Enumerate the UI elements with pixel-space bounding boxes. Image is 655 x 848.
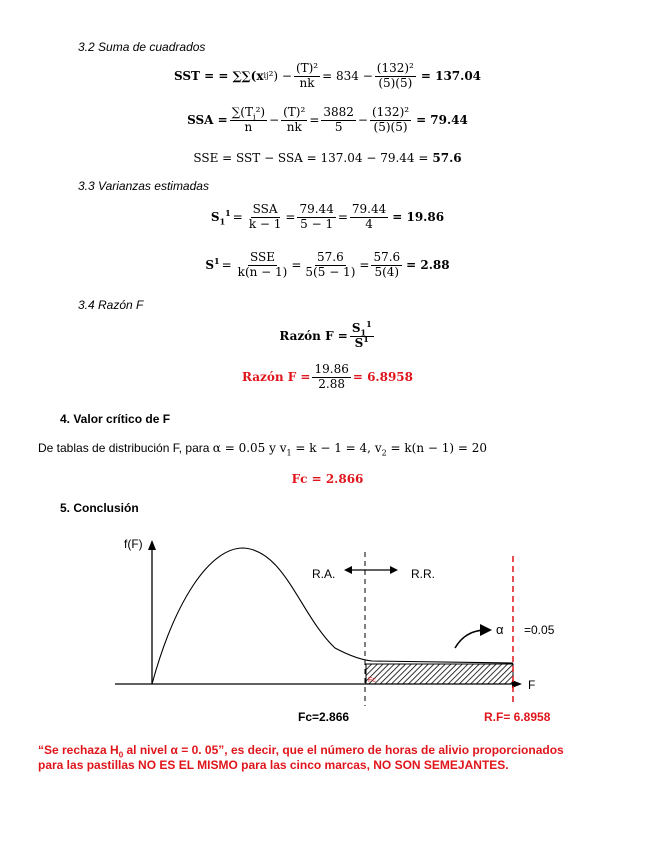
s1-lhs: $S_1^1$	[210, 208, 231, 227]
fc-small-label: Fc	[368, 677, 376, 684]
rr-label: R.R.	[411, 567, 435, 581]
sse-text: SSE = SST − SSA = 137.04 − 79.44 =	[193, 151, 429, 165]
s2-lhs: $S^1$	[205, 256, 220, 273]
ssa-frac4: $\frac{\text{(132)²}}{(5)(5)}$	[371, 105, 410, 134]
s2-frac1: $\frac{\text{SSE}}{k(n - 1)}$	[237, 250, 288, 279]
section-5-title: 5. Conclusión	[60, 501, 139, 515]
alpha-value: =0.05	[524, 623, 555, 637]
s1-frac1: $\frac{\text{SSA}}{k - 1}$	[248, 202, 282, 231]
s2-frac2: $\frac{57.6}{5(5 - 1)}$	[305, 250, 356, 279]
ratio-result	[0, 363, 655, 392]
rejection-region	[366, 664, 513, 684]
conclusion-line-1: “Se rechaza $H_0$ al nivel α = 0. 05”, es decir, que el número de horas de alivio proporcionados	[38, 743, 564, 760]
ssa-minus2: −	[357, 113, 368, 128]
x-axis-label: F	[528, 678, 536, 692]
heading-3-3: 3.3 Varianzas estimadas	[78, 179, 209, 193]
conclusion-text	[38, 743, 638, 773]
s2-equation: $S^1$ = $\frac{\text{SSE}}{k(n - 1)}$ = $\frac{57.6}{5(5 - 1)}$ = $\frac{57.6}{5(4)}$ = 2.88	[205, 250, 450, 279]
ratio-result-label: Razón F =	[241, 370, 311, 385]
heading-3-2: 3.2 Suma de cuadrados	[78, 40, 206, 54]
sst-frac2: $\frac{\text{(132)²}}{(5)(5)}$	[376, 61, 414, 90]
fc-bottom-label: Fc=2.866	[298, 710, 350, 724]
heading-3-4: 3.4 Razón F	[78, 298, 144, 312]
ssa-eq: =	[309, 113, 320, 128]
f-distribution-graph	[0, 520, 655, 730]
fc-value: Fc = 2.866	[291, 472, 364, 486]
y-axis-arrow-icon	[148, 540, 156, 550]
arrow-right-icon	[390, 566, 398, 574]
ssa-minus: −	[269, 113, 280, 128]
s1-eq: =	[232, 210, 243, 225]
s2-result: = 2.88	[406, 258, 450, 273]
arrow-left-icon	[344, 566, 352, 574]
sse-result: 57.6	[432, 151, 462, 165]
sst-mid: = 834 −	[322, 69, 373, 84]
y-axis-label: f(F)	[124, 537, 143, 551]
ssa-lhs: SSA =	[187, 113, 228, 128]
alpha-symbol: α	[496, 622, 504, 637]
ssa-result: = 79.44	[416, 113, 468, 128]
s1-result: = 19.86	[392, 210, 445, 225]
ra-label: R.A.	[312, 567, 336, 581]
ssa-frac3: $\frac{3882}{5}$	[323, 105, 354, 134]
ratio-result-frac: $\frac{19.86}{2.88}$	[314, 362, 349, 391]
critical-value-text: De tablas de distribución F, para α = 0.05 y $v_1 = k - 1 = 4$, $v_2 = k(n - 1) = 20$	[38, 441, 488, 458]
sst-lhs: SST = = ∑∑(x	[173, 69, 264, 84]
ratio-result-value: = 6.8958	[352, 370, 414, 385]
sst-equation: SST = = ∑∑(x ij ²) − $\frac{\text{(T)²}}{nk}$ = 834 − $\frac{\text{(132)²}}{(5)(5)}$ = 137.04	[173, 61, 482, 90]
s1-equation: $S_1^1$ = $\frac{\text{SSA}}{k - 1}$ = $\frac{79.44}{5 - 1}$ = $\frac{79.44}{4}$ = 19.86	[210, 202, 445, 231]
ssa-frac2: $\frac{\text{(T)²}}{nk}$	[283, 105, 306, 134]
ratio-label: Razón F =	[279, 329, 348, 344]
s2-eq: =	[221, 258, 232, 273]
sse-equation	[0, 151, 655, 165]
sst-frac1: $\frac{\text{(T)²}}{nk}$	[295, 61, 319, 90]
ratio-frac: $\frac{S_1^1}{S^1}$	[351, 319, 372, 350]
section-4-title: 4. Valor crítico de F	[60, 412, 171, 426]
s1-frac2: $\frac{79.44}{5 - 1}$	[299, 202, 334, 231]
alpha-arrow-icon	[480, 624, 492, 636]
ssa-frac1: $\frac{\sum(T_i^2)}{n}$	[231, 105, 266, 134]
sst-lhs-tail: ²) −	[268, 69, 292, 84]
conclusion-line-2: para las pastillas NO ES EL MISMO para las cinco marcas, NO SON SEMEJANTES.	[38, 758, 509, 772]
critical-params: α = 0.05 y $v_1 = k - 1 = 4$, $v_2 = k(n - 1) = 20$	[212, 441, 488, 458]
sst-result: = 137.04	[420, 69, 482, 84]
s1-frac3: $\frac{79.44}{4}$	[351, 202, 387, 231]
ratio-formula	[0, 319, 655, 351]
rf-bottom-label: R.F= 6.8958	[484, 710, 551, 724]
ssa-equation	[0, 106, 655, 135]
s2-frac3: $\frac{57.6}{5(4)}$	[373, 250, 401, 279]
